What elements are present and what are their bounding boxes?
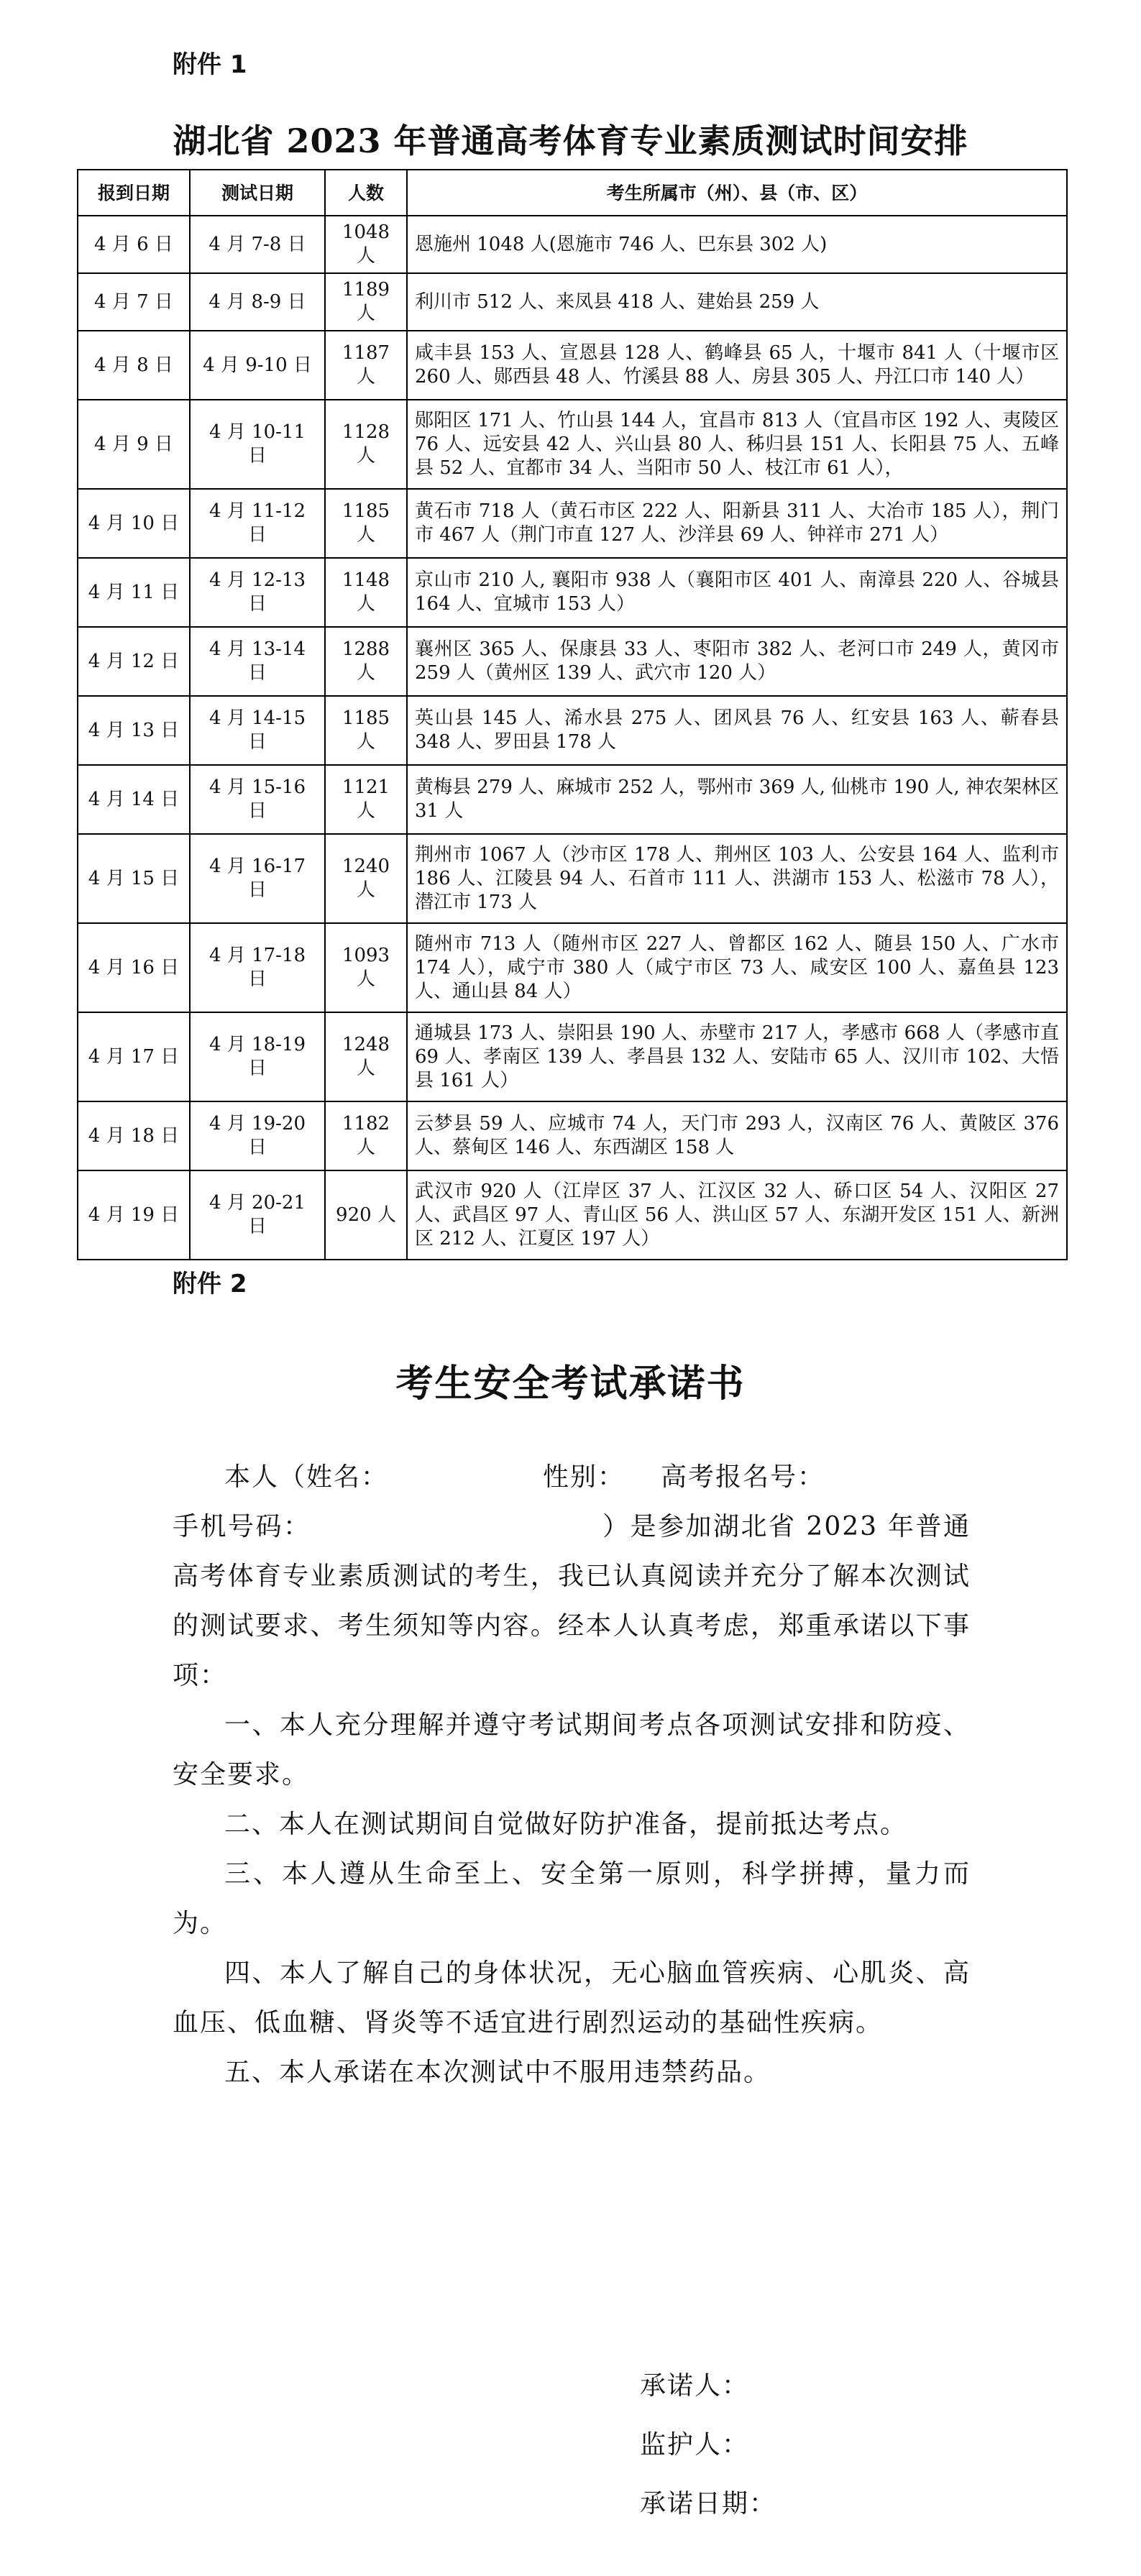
pledge-body: [173, 1452, 971, 2097]
cell-count: 1248 人: [325, 1012, 407, 1101]
cell-report-date: 4 月 8 日: [78, 331, 190, 400]
cell-test-date: 4 月 11-12 日: [190, 489, 325, 558]
promise-3: 三、本人遵从生命至上、安全第一原则，科学拼搏，量力而为。: [173, 1859, 971, 1938]
cell-count: 1185 人: [325, 696, 407, 765]
cell-report-date: 4 月 11 日: [78, 558, 190, 627]
table-row: [78, 1170, 1067, 1260]
pledge-intro: [173, 1452, 971, 1700]
cell-region: 云梦县 59 人、应城市 74 人，天门市 293 人，汉南区 76 人、黄陂区 376 人、蔡甸区 146 人、东西湖区 158 人: [407, 1101, 1067, 1170]
cell-report-date: 4 月 7 日: [78, 273, 190, 331]
promise-2: 二、本人在测试期间自觉做好防护准备，提前抵达考点。: [224, 1810, 908, 1839]
cell-region: 随州市 713 人（随州市区 227 人、曾都区 162 人、随县 150 人、广水市 174 人），咸宁市 380 人（咸宁市区 73 人、咸安区 100 人、嘉鱼县 123 人、通山县 84 人）: [407, 923, 1067, 1012]
cell-region: 利川市 512 人、来凤县 418 人、建始县 259 人: [407, 273, 1067, 331]
cell-test-date: 4 月 8-9 日: [190, 273, 325, 331]
cell-report-date: 4 月 16 日: [78, 923, 190, 1012]
cell-test-date: 4 月 7-8 日: [190, 216, 325, 273]
promise-5: 五、本人承诺在本次测试中不服用违禁药品。: [224, 2058, 771, 2087]
cell-region: 咸丰县 153 人、宣恩县 128 人、鹤峰县 65 人，十堰市 841 人（十堰市区 260 人、郧西县 48 人、竹溪县 88 人、房县 305 人、丹江口市 140 人）: [407, 331, 1067, 400]
table-row: [78, 400, 1067, 489]
cell-report-date: 4 月 12 日: [78, 627, 190, 696]
cell-report-date: 4 月 17 日: [78, 1012, 190, 1101]
table-row: [78, 558, 1067, 627]
table-row: [78, 765, 1067, 834]
cell-region: 黄梅县 279 人、麻城市 252 人，鄂州市 369 人, 仙桃市 190 人, 神农架林区 31 人: [407, 765, 1067, 834]
cell-count: 1288 人: [325, 627, 407, 696]
cell-count: 1189 人: [325, 273, 407, 331]
cell-count: 1187 人: [325, 331, 407, 400]
cell-count: 1128 人: [325, 400, 407, 489]
cell-count: 1148 人: [325, 558, 407, 627]
guardian-label: 监护人：: [640, 2430, 750, 2460]
promise-4: 四、本人了解自己的身体状况，无心脑血管疾病、心肌炎、高血压、低血糖、肾炎等不适宜进行剧烈运动的基础性疾病。: [173, 1958, 971, 2038]
cell-test-date: 4 月 18-19 日: [190, 1012, 325, 1101]
cell-report-date: 4 月 14 日: [78, 765, 190, 834]
table-row: [78, 489, 1067, 558]
cell-report-date: 4 月 15 日: [78, 834, 190, 923]
header-test-date: 测试日期: [190, 170, 325, 216]
cell-region: 恩施州 1048 人(恩施市 746 人、巴东县 302 人): [407, 216, 1067, 273]
table-row: [78, 696, 1067, 765]
cell-test-date: 4 月 19-20 日: [190, 1101, 325, 1170]
intro-text: ）是参加湖北省 2023 年普通高考体育专业素质测试的考生，我已认真阅读并充分了解本次测试的测试要求、考生须知等内容。经本人认真考虑，郑重承诺以下事项：: [173, 1512, 971, 1690]
cell-test-date: 4 月 20-21 日: [190, 1170, 325, 1260]
cell-report-date: 4 月 13 日: [78, 696, 190, 765]
cell-region: 通城县 173 人、崇阳县 190 人、赤壁市 217 人，孝感市 668 人（孝感市直 69 人、孝南区 139 人、孝昌县 132 人、安陆市 65 人、汉川市 102、大悟县 161 人）: [407, 1012, 1067, 1101]
cell-report-date: 4 月 10 日: [78, 489, 190, 558]
phone-label: 手机号码：: [173, 1512, 311, 1541]
pledge-title: 考生安全考试承诺书: [395, 1362, 746, 1406]
cell-test-date: 4 月 10-11 日: [190, 400, 325, 489]
exam-number-label: 高考报名号：: [661, 1462, 825, 1492]
gender-label: 性别：: [543, 1462, 626, 1492]
cell-count: 1185 人: [325, 489, 407, 558]
table-row: [78, 216, 1067, 273]
cell-report-date: 4 月 6 日: [78, 216, 190, 273]
table-row: [78, 923, 1067, 1012]
cell-region: 英山县 145 人、浠水县 275 人、团风县 76 人、红安县 163 人、蕲春县 348 人、罗田县 178 人: [407, 696, 1067, 765]
cell-test-date: 4 月 9-10 日: [190, 331, 325, 400]
schedule-title: 湖北省 2023 年普通高考体育专业素质测试时间安排: [173, 122, 968, 160]
table-row: [78, 627, 1067, 696]
cell-report-date: 4 月 19 日: [78, 1170, 190, 1260]
table-row: [78, 1101, 1067, 1170]
cell-count: 920 人: [325, 1170, 407, 1260]
header-count: 人数: [325, 170, 407, 216]
cell-region: 京山市 210 人, 襄阳市 938 人（襄阳市区 401 人、南漳县 220 人、谷城县 164 人、宜城市 153 人）: [407, 558, 1067, 627]
cell-region: 襄州区 365 人、保康县 33 人、枣阳市 382 人、老河口市 249 人，黄冈市 259 人（黄州区 139 人、武穴市 120 人）: [407, 627, 1067, 696]
cell-report-date: 4 月 18 日: [78, 1101, 190, 1170]
pledge-date-label: 承诺日期：: [640, 2489, 777, 2518]
header-report-date: 报到日期: [78, 170, 190, 216]
name-label: 本人（姓名：: [224, 1462, 389, 1492]
cell-test-date: 4 月 13-14 日: [190, 627, 325, 696]
table-row: [78, 331, 1067, 400]
cell-report-date: 4 月 9 日: [78, 400, 190, 489]
cell-test-date: 4 月 14-15 日: [190, 696, 325, 765]
cell-test-date: 4 月 15-16 日: [190, 765, 325, 834]
cell-count: 1121 人: [325, 765, 407, 834]
cell-test-date: 4 月 16-17 日: [190, 834, 325, 923]
table-row: [78, 1012, 1067, 1101]
attachment-1-label: 附件 1: [173, 50, 247, 79]
promiser-label: 承诺人：: [640, 2371, 750, 2401]
cell-test-date: 4 月 12-13 日: [190, 558, 325, 627]
cell-region: 郧阳区 171 人、竹山县 144 人，宜昌市 813 人（宜昌市区 192 人、夷陵区 76 人、远安县 42 人、兴山县 80 人、秭归县 151 人、长阳县 75 人、五峰县 52 人、宜都市 34 人、当阳市 50 人、枝江市 61 人），: [407, 400, 1067, 489]
schedule-table: [77, 169, 1068, 1260]
table-row: [78, 273, 1067, 331]
cell-test-date: 4 月 17-18 日: [190, 923, 325, 1012]
table-row: [78, 834, 1067, 923]
promise-1: 一、本人充分理解并遵守考试期间考点各项测试安排和防疫、安全要求。: [173, 1710, 971, 1789]
cell-count: 1048 人: [325, 216, 407, 273]
cell-region: 黄石市 718 人（黄石市区 222 人、阳新县 311 人、大冶市 185 人），荆门市 467 人（荆门市直 127 人、沙洋县 69 人、钟祥市 271 人）: [407, 489, 1067, 558]
cell-count: 1182 人: [325, 1101, 407, 1170]
cell-region: 武汉市 920 人（江岸区 37 人、江汉区 32 人、硚口区 54 人、汉阳区 27 人、武昌区 97 人、青山区 56 人、洪山区 57 人、东湖开发区 151 人、新洲区 212 人、江夏区 197 人）: [407, 1170, 1067, 1260]
header-region: 考生所属市（州）、县（市、区）: [407, 170, 1067, 216]
cell-region: 荆州市 1067 人（沙市区 178 人、荆州区 103 人、公安县 164 人、监利市 186 人、江陵县 94 人、石首市 111 人、洪湖市 153 人、松滋市 78 人），潜江市 173 人: [407, 834, 1067, 923]
table-header-row: [78, 170, 1067, 216]
attachment-2-label: 附件 2: [173, 1270, 247, 1298]
cell-count: 1240 人: [325, 834, 407, 923]
cell-count: 1093 人: [325, 923, 407, 1012]
